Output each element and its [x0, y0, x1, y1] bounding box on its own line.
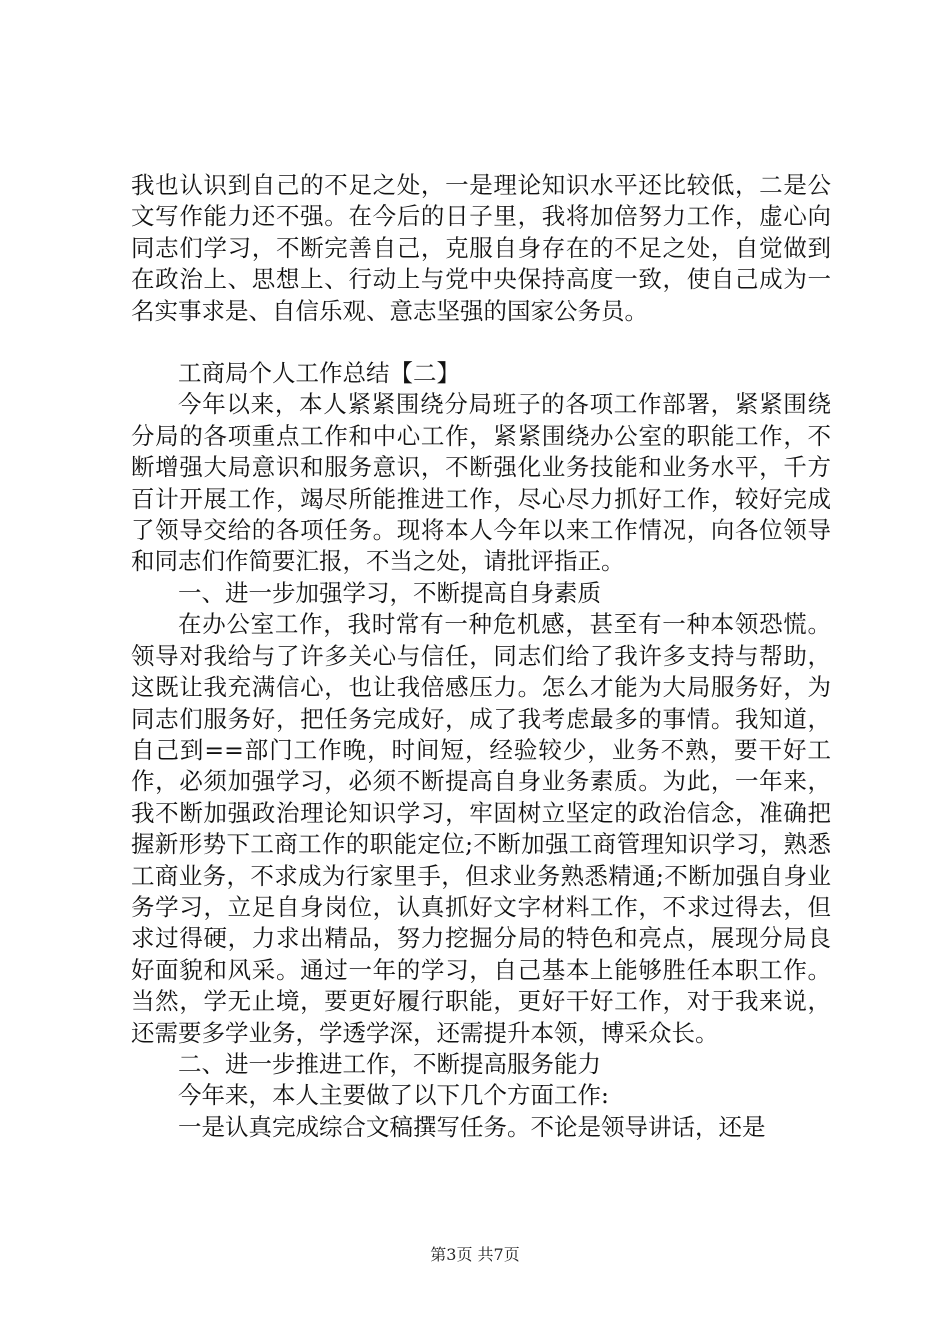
paragraph-work-intro: 今年来，本人主要做了以下几个方面工作:	[178, 1081, 609, 1110]
paragraph-intro: 今年以来，本人紧紧围绕分局班子的各项工作部署，紧紧围绕分局的各项重点工作和中心工作，紧紧围绕办公室的职能工作，不断增强大局意识和服务意识，不断强化业务技能和业务水平，千方百计开展工作，竭尽所能推进工作，尽心尽力抓好工作，较好完成了领导交给的各项任务。现将本人今年以来工作情况，向各位领导和同志们作简要汇报，不当之处，请批评指正。	[131, 390, 831, 576]
paragraph-item-one: 一是认真完成综合文稿撰写任务。不论是领导讲话，还是	[178, 1112, 766, 1141]
paragraph-spacer	[131, 327, 831, 358]
subheading-one: 一、进一步加强学习，不断提高自身素质	[178, 578, 601, 607]
subheading-two: 二、进一步推进工作，不断提高服务能力	[178, 1049, 601, 1078]
document-body	[131, 170, 831, 1143]
page-number-footer: 第3页 共7页	[430, 1245, 520, 1264]
paragraph-closing: 我也认识到自己的不足之处，一是理论知识水平还比较低，二是公文写作能力还不强。在今后的日子里，我将加倍努力工作，虚心向同志们学习，不断完善自己，克服自身存在的不足之处，自觉做到在政治上、思想上、行动上与党中央保持高度一致，使自己成为一名实事求是、自信乐观、意志坚强的国家公务员。	[131, 171, 831, 325]
section-heading: 工商局个人工作总结【二】	[178, 359, 460, 388]
paragraph-study: 在办公室工作，我时常有一种危机感，甚至有一种本领恐慌。领导对我给与了许多关心与信任，同志们给了我许多支持与帮助，这既让我充满信心，也让我倍感压力。怎么才能为大局服务好，为同志们服务好，把任务完成好，成了我考虑最多的事情。我知道，自己到==部门工作晚，时间短，经验较少，业务不熟，要干好工作，必须加强学习，必须不断提高自身业务素质。为此，一年来，我不断加强政治理论知识学习，牢固树立坚定的政治信念，准确把握新形势下工商工作的职能定位;不断加强工商管理知识学习，熟悉工商业务，不求成为行家里手，但求业务熟悉精通;不断加强自身业务学习，立足自身岗位，认真抓好文字材料工作，不求过得去，但求过得硬，力求出精品，努力挖掘分局的特色和亮点，展现分局良好面貌和风采。通过一年的学习，自己基本上能够胜任本职工作。当然，学无止境，要更好履行职能，更好干好工作，对于我来说，还需要多学业务，学透学深，还需提升本领，博采众长。	[131, 610, 831, 1047]
